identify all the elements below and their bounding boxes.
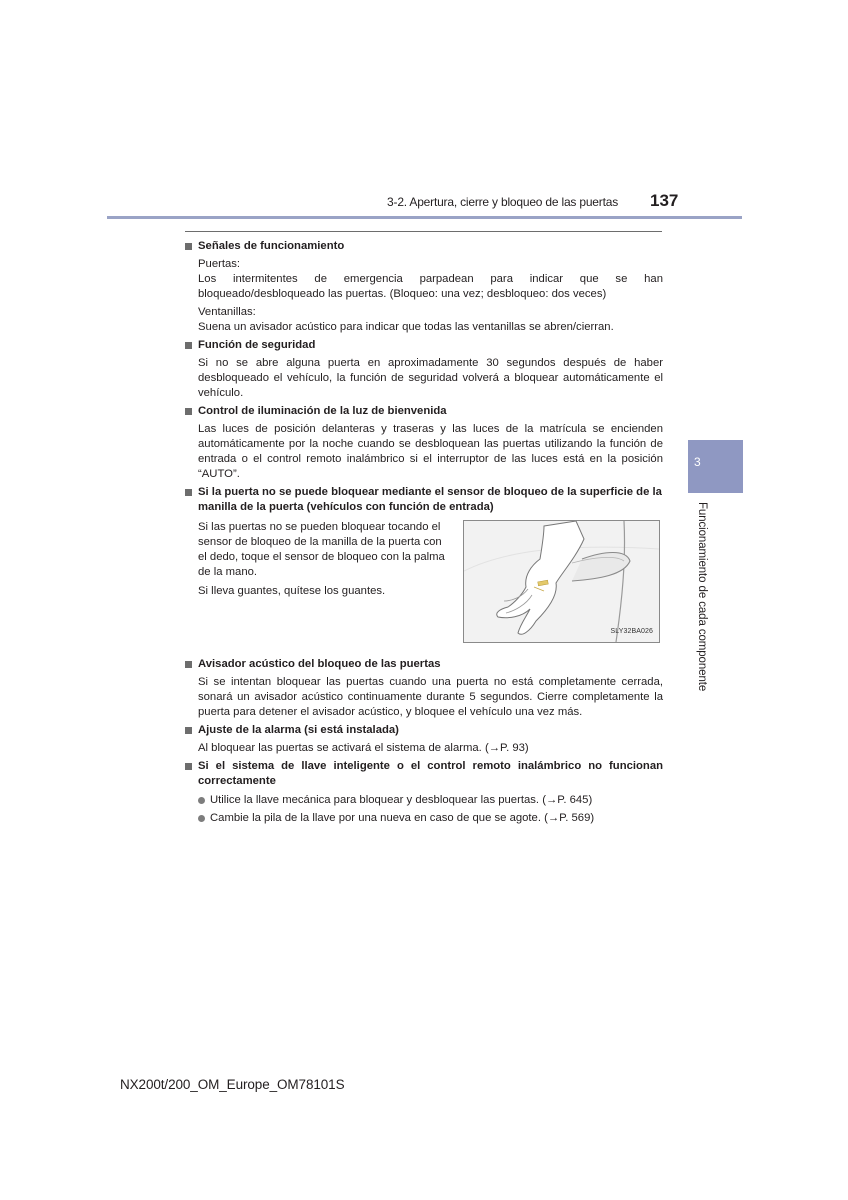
section-heading [185, 338, 663, 353]
round-bullet-icon [198, 797, 205, 804]
paragraph: Los intermitentes de emergencia parpadean para indicar que se han bloqueado/desbloqueado las puertas. (Bloqueo: una vez; desbloqueo: dos veces) [198, 273, 663, 300]
text-figure-row [185, 520, 663, 643]
header-section-title: 3-2. Apertura, cierre y bloqueo de las puertas [387, 195, 618, 209]
bullet-text: Utilice la llave mecánica para bloquear y desbloquear las puertas. (→P. 645) [210, 794, 593, 806]
section-heading [185, 657, 663, 672]
section-title: Si el sistema de llave inteligente o el control remoto inalámbrico no funcionan correctamente [198, 760, 663, 787]
square-bullet-icon [185, 243, 192, 250]
square-bullet-icon [185, 342, 192, 349]
paragraph: Si las puertas no se pueden bloquear tocando el sensor de bloqueo de la manilla de la puerta con el dedo, toque el sensor de bloqueo con la palma de la mano. [198, 521, 445, 578]
figure-code: SLY32BA026 [610, 628, 653, 635]
bullet-text: Cambie la pila de la llave por una nueva en caso de que se agote. (→P. 569) [210, 812, 595, 824]
label-windows: Ventanillas: [198, 306, 256, 318]
section-title: Ajuste de la alarma (si está instalada) [198, 724, 399, 736]
bullet-item [185, 811, 663, 826]
square-bullet-icon [185, 727, 192, 734]
section-title: Señales de funcionamiento [198, 240, 345, 252]
chapter-number: 3 [694, 455, 701, 469]
section-heading [185, 239, 663, 254]
page-content [185, 239, 663, 826]
figure-text-column [185, 520, 448, 643]
footer-doc-code: NX200t/200_OM_Europe_OM78101S [120, 1077, 345, 1092]
section-heading [185, 723, 663, 738]
paragraph: Si se intentan bloquear las puertas cuando una puerta no está completamente cerrada, sonará un avisador acústico continuamente durante 5 segundos. Cierre completamente la puerta para detener el avisador acústico, y bloquee el vehículo una vez más. [198, 676, 663, 718]
door-handle-figure [463, 520, 660, 643]
section-title: Control de iluminación de la luz de bienvenida [198, 405, 447, 417]
section-title: Si la puerta no se puede bloquear mediante el sensor de bloqueo de la superficie de la manilla de la puerta (vehículos con función de entrada) [198, 486, 662, 513]
square-bullet-icon [185, 408, 192, 415]
section-title: Avisador acústico del bloqueo de las puertas [198, 658, 441, 670]
header-rule [107, 216, 742, 219]
bullet-item [185, 793, 663, 808]
paragraph: Si no se abre alguna puerta en aproximadamente 30 segundos después de haber desbloqueado el vehículo, la función de seguridad volverá a bloquear automáticamente el vehículo. [198, 357, 663, 399]
paragraph: Las luces de posición delanteras y traseras y las luces de la matrícula se encienden automáticamente por la noche cuando se desbloquean las puertas utilizando la función de entrada o el control remoto inalámbrico si el interruptor de las luces está en la posición “AUTO”. [198, 423, 663, 480]
paragraph: Suena un avisador acústico para indicar que todas las ventanillas se abren/cierran. [198, 321, 614, 333]
section-heading [185, 485, 663, 515]
section-title: Función de seguridad [198, 339, 316, 351]
content-top-rule [185, 231, 662, 232]
square-bullet-icon [185, 489, 192, 496]
page-number: 137 [650, 191, 679, 210]
label-doors: Puertas: [198, 258, 241, 270]
chapter-tab[interactable] [688, 440, 743, 493]
chapter-side-label: Funcionamiento de cada componente [696, 502, 708, 692]
section-heading [185, 404, 663, 419]
paragraph: Al bloquear las puertas se activará el sistema de alarma. (→P. 93) [198, 742, 529, 754]
paragraph: Si lleva guantes, quítese los guantes. [198, 585, 386, 597]
square-bullet-icon [185, 763, 192, 770]
square-bullet-icon [185, 661, 192, 668]
round-bullet-icon [198, 815, 205, 822]
section-heading [185, 759, 663, 789]
